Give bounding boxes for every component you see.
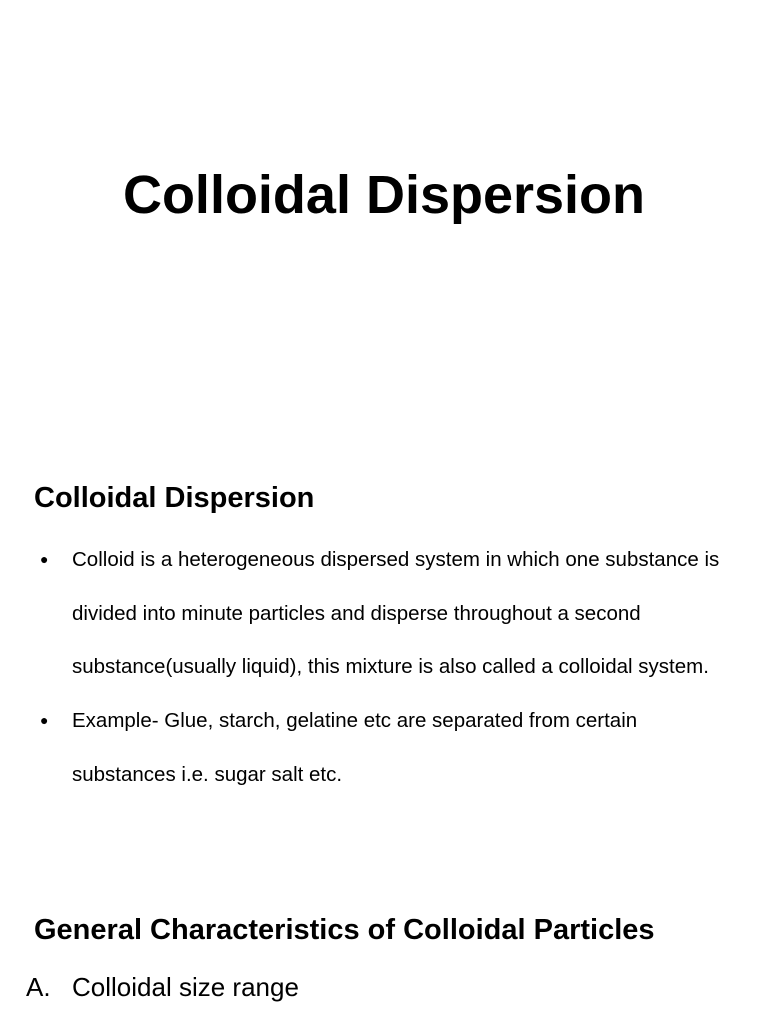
section-heading-colloidal-dispersion: Colloidal Dispersion xyxy=(34,482,315,514)
section-heading-general-characteristics: General Characteristics of Colloidal Particles xyxy=(34,914,655,946)
bullet-text: Example- Glue, starch, gelatine etc are separated from certain substances i.e. sugar salt etc. xyxy=(72,709,638,786)
bullet-item xyxy=(0,694,768,801)
bullet-item xyxy=(0,533,768,694)
page-title: Colloidal Dispersion xyxy=(122,165,646,225)
ordered-list-marker: A. xyxy=(26,972,51,1002)
bullet-dot-icon: ● xyxy=(40,712,49,729)
bullet-text: Colloid is a heterogeneous dispersed system in which one substance is divided into minute particles and disperse throughout a second substance(usually liquid), this mixture is also called a colloidal system. xyxy=(72,548,720,679)
ordered-list-item xyxy=(26,968,299,1006)
ordered-list-text: Colloidal size range xyxy=(72,972,299,1002)
bullet-dot-icon: ● xyxy=(40,551,49,567)
bullet-list xyxy=(0,533,768,802)
